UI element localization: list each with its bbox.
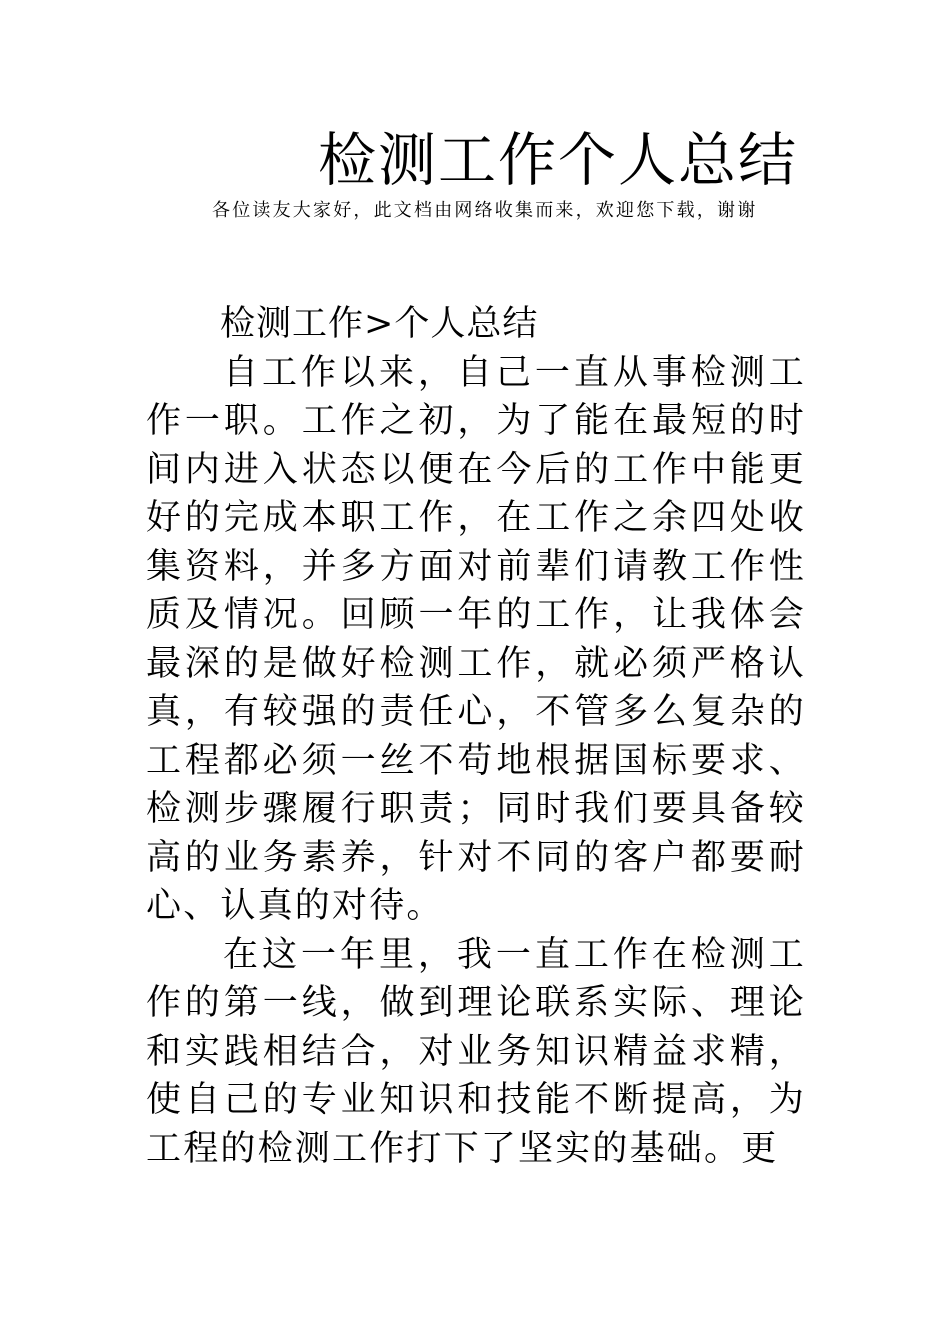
- paragraph: 自工作以来，自己一直从事检测工作一职。工作之初，为了能在最短的时间内进入状态以便在今后的工作中能更好的完成本职工作，在工作之余四处收集资料，并多方面对前辈们请教工作性质及情况。回顾一年的工作，让我体会最深的是做好检测工作，就必须严格认真，有较强的责任心，不管多么复杂的工程都必须一丝不苟地根据国标要求、检测步骤履行职责；同时我们要具备较高的业务素养，针对不同的客户都要耐心、认真的对待。: [146, 352, 806, 926]
- paragraph: 在这一年里，我一直工作在检测工作的第一线，做到理论联系实际、理论和实践相结合，对业务知识精益求精，使自己的专业知识和技能不断提高，为工程的检测工作打下了坚实的基础。更: [146, 934, 806, 1169]
- document-title: 检测工作个人总结: [318, 126, 799, 194]
- article-heading: 检测工作>个人总结: [220, 304, 539, 344]
- article-body: [146, 300, 806, 1173]
- download-notice: 各位读友大家好，此文档由网络收集而来，欢迎您下载，谢谢: [212, 200, 758, 221]
